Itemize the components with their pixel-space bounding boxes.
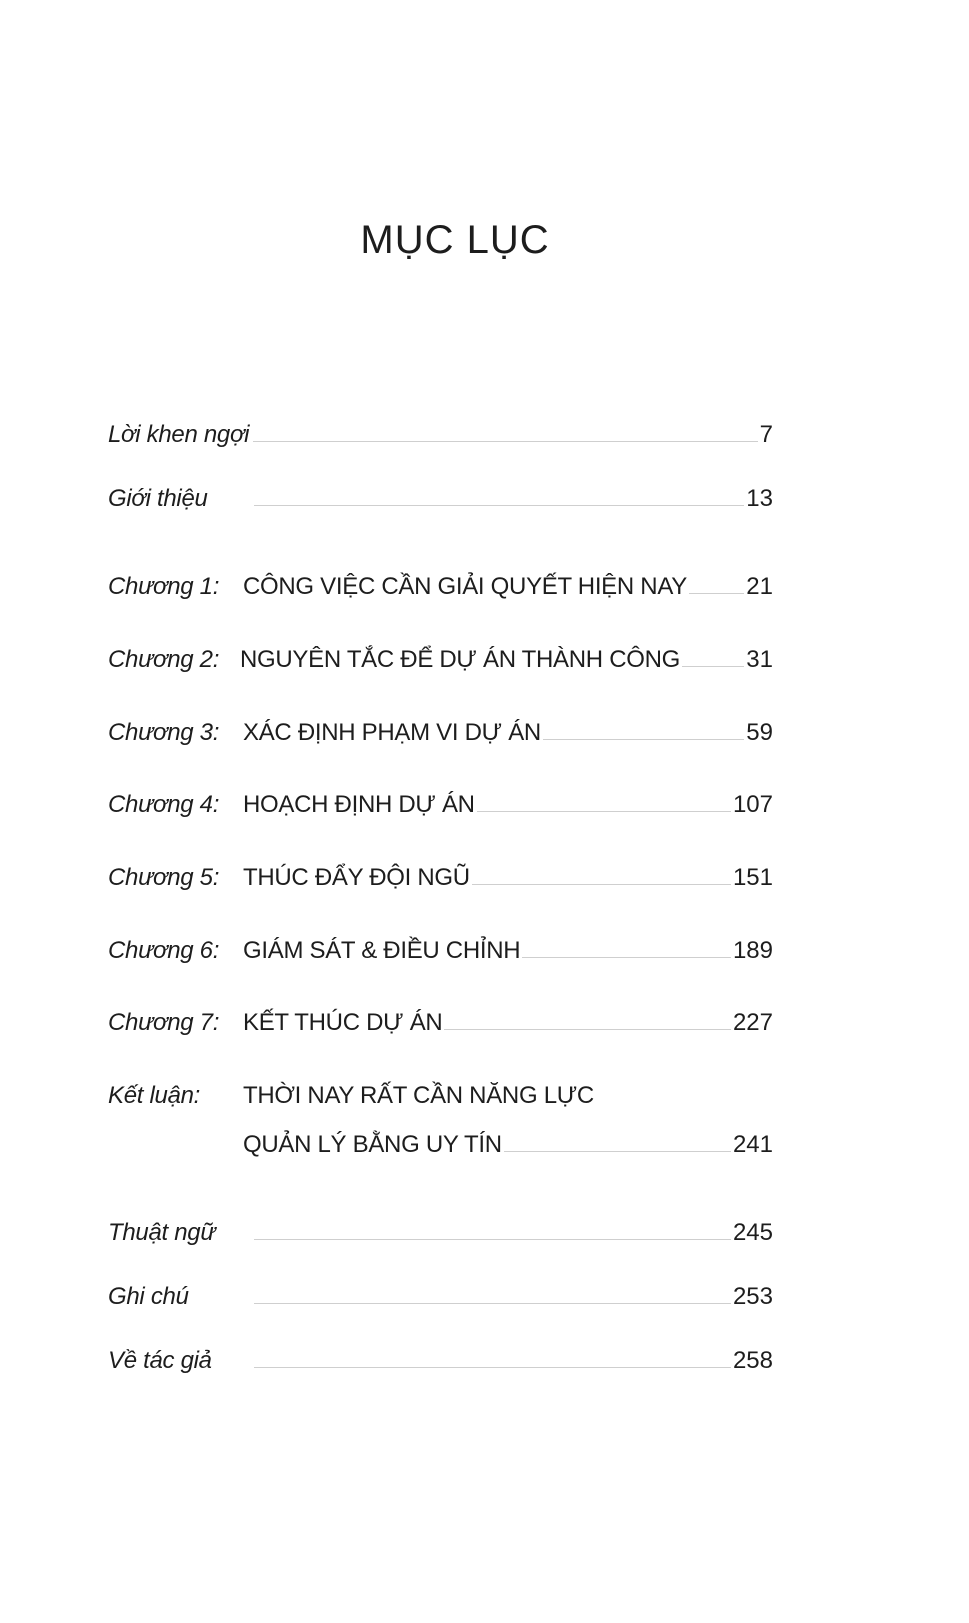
dot-leader [682,666,744,667]
page-number: 189 [732,937,773,964]
toc-conclusion-line1[interactable] [108,1078,773,1110]
entry-label: Về tác giả [108,1347,212,1374]
page-number: 31 [746,646,773,673]
page-number: 7 [759,421,773,448]
chapter-title: NGUYÊN TẮC ĐỂ DỰ ÁN THÀNH CÔNG [240,646,680,673]
page-number: 59 [746,719,773,746]
dot-leader [522,957,731,958]
toc-chapter[interactable] [108,642,773,674]
dot-leader [253,441,757,442]
dot-leader [543,739,744,740]
entry-label: Lời khen ngợi [108,421,250,448]
page-number: 151 [732,864,773,891]
page-number: 21 [746,573,773,600]
conclusion-title-line1: THỜI NAY RẤT CẦN NĂNG LỰC [243,1082,594,1109]
page-title: MỤC LỤC [360,218,550,262]
toc-entry[interactable] [108,1279,773,1311]
chapter-title: GIÁM SÁT & ĐIỀU CHỈNH [243,937,521,964]
toc-chapter[interactable] [108,1005,773,1037]
toc-chapter[interactable] [108,933,773,965]
chapter-label: Chương 3: [108,719,220,746]
entry-label: Thuật ngữ [108,1219,216,1246]
chapter-label: Chương 5: [108,864,220,891]
toc-chapter[interactable] [108,860,773,892]
chapter-label: Chương 6: [108,937,220,964]
conclusion-label: Kết luận: [108,1082,201,1109]
page-number: 253 [732,1283,773,1310]
chapter-title: KẾT THÚC DỰ ÁN [243,1009,443,1036]
page-number: 227 [732,1009,773,1036]
chapter-title: CÔNG VIỆC CẦN GIẢI QUYẾT HIỆN NAY [243,573,687,600]
dot-leader [472,884,731,885]
dot-leader [477,811,731,812]
conclusion-title-line2: QUẢN LÝ BẰNG UY TÍN [243,1131,502,1158]
toc-chapter[interactable] [108,715,773,747]
toc-entry[interactable] [108,417,773,449]
entry-label: Giới thiệu [108,485,208,512]
entry-label: Ghi chú [108,1283,189,1310]
chapter-label: Chương 7: [108,1009,220,1036]
dot-leader [689,593,744,594]
chapter-title: HOẠCH ĐỊNH DỰ ÁN [243,791,475,818]
toc-chapter[interactable] [108,569,773,601]
page-number: 258 [732,1347,773,1374]
toc-entry[interactable] [108,481,773,513]
chapter-title: THÚC ĐẨY ĐỘI NGŨ [243,864,470,891]
dot-leader [254,1239,731,1240]
dot-leader [254,1367,731,1368]
dot-leader [444,1029,731,1030]
page-number: 107 [732,791,773,818]
toc-entry[interactable] [108,1343,773,1375]
toc-conclusion-line2[interactable] [108,1127,773,1159]
page-number: 13 [746,485,773,512]
chapter-title: XÁC ĐỊNH PHẠM VI DỰ ÁN [243,719,541,746]
toc-chapter[interactable] [108,787,773,819]
page-number: 245 [732,1219,773,1246]
chapter-label: Chương 4: [108,791,220,818]
dot-leader [254,1303,731,1304]
page-number: 241 [732,1131,773,1158]
chapter-label: Chương 1: [108,573,220,600]
dot-leader [254,505,744,506]
dot-leader [504,1151,731,1152]
chapter-label: Chương 2: [108,646,220,673]
toc-entry[interactable] [108,1215,773,1247]
